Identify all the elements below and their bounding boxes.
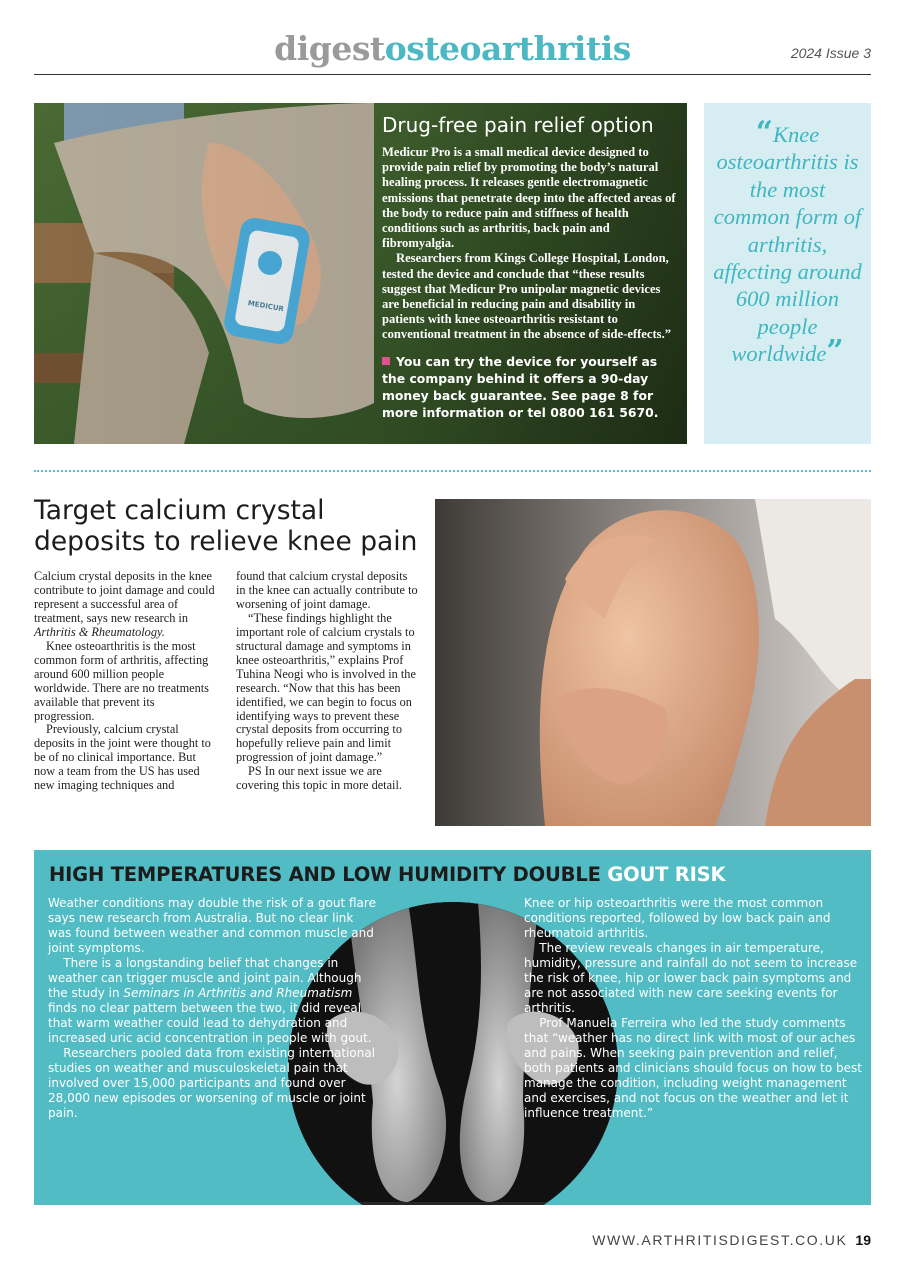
gout-feature-box (34, 850, 871, 1205)
knee-photo (435, 499, 871, 826)
pull-quote-text: Knee osteoarthritis is the most common form of arthritis, affecting around 600 million people worldwide (713, 122, 862, 367)
feature-call-to-action: You can try the device for yourself as the company behind it offers a 90-day money back guarantee. See page 8 for more information or tel 0800 161 5670. (382, 353, 659, 420)
article-title: Target calcium crystal deposits to relieve knee pain (34, 495, 418, 557)
journal-name: Arthritis & Rheumatology. (34, 624, 165, 639)
page-number: 19 (855, 1232, 871, 1248)
gout-paragraph: Knee or hip osteoarthritis were the most common conditions reported, followed by low back pain and rheumatoid arthritis. (524, 896, 831, 940)
gout-title: HIGH TEMPERATURES AND LOW HUMIDITY DOUBLE GOUT RISK (49, 863, 726, 886)
close-quote-icon: ” (826, 334, 844, 370)
page-header (34, 28, 871, 75)
article-paragraph: Knee osteoarthritis is the most common form of arthritis, affecting around 600 million people worldwide. There are no treatments available that prevent its progression. (34, 638, 209, 723)
article-paragraph: Calcium crystal deposits in the knee contribute to joint damage and could represent a successful area of treatment, says new research in Arthritis & Rheumatology. (34, 569, 215, 639)
gout-paragraph: Researchers pooled data from existing international studies on weather and musculoskeletal pain that involved over 15,000 participants and found over 28,000 new episodes or worsening of muscle or joint pain. (48, 1046, 376, 1120)
pull-quote (704, 103, 871, 444)
article-paragraph: “These findings highlight the important role of calcium crystals to structural damage and symptoms in knee osteoarthritis,” explains Prof Tuhina Neogi who is involved in the research. “Now that this has been identified, we can begin to focus on identifying ways to prevent these crystal deposits from occurring to hopefully relieve pain and limit progression of joint damage.” (236, 610, 416, 765)
gout-paragraph: The review reveals changes in air temperature, humidity, pressure and rainfall do not seem to increase the risk of knee, hip or lower back pain symptoms and are not associated with new care seeking events for arthritis. (524, 941, 858, 1015)
article-column-1 (34, 570, 216, 793)
article-column-2 (236, 570, 418, 793)
gout-paragraph: There is a longstanding belief that changes in weather can trigger muscle and joint pain. Although the study in Seminars in Arthritis and Rheumatism finds no clear pattern between the two, it did reveal that warm weather could lead to dehydration and increased uric acid concentration in people with gout. (48, 956, 372, 1045)
gout-paragraph: Weather conditions may double the risk of a gout flare says new research from Australia. But no clear link was found between weather and common muscle and joint symptoms. (48, 896, 376, 955)
article-paragraph: Previously, calcium crystal deposits in the joint were thought to be of no clinical importance. But now a team from the US has used new imaging techniques and (34, 722, 211, 793)
gout-paragraph: Prof Manuela Ferreira who led the study comments that “weather has no direct link with most of our aches and pains. When seeking pain prevention and relief, both patients and clinicians should focus on how to best manage the condition, including weight management and exercises, and not focus on the weather and let it influence treatment.” (524, 1016, 862, 1120)
website-url: WWW.ARTHRITISDIGEST.CO.UK (592, 1232, 848, 1248)
feature-paragraph: Researchers from Kings College Hospital, London, tested the device and conclude that “these results suggest that Medicur Pro unipolar magnetic devices are beneficial in reducing pain and disability in patients with knee osteoarthritis resistant to conventional treatment in the absence of side-effects.” (382, 251, 672, 342)
gout-left-column (48, 896, 378, 1121)
feature-panel (34, 103, 687, 444)
pink-bullet-icon (382, 357, 390, 365)
article-paragraph: PS In our next issue we are covering this topic in more detail. (236, 764, 402, 793)
open-quote-icon: “ (755, 115, 774, 150)
article-paragraph: found that calcium crystal deposits in the knee can actually contribute to worsening of joint damage. (236, 569, 418, 611)
feature-text (382, 113, 678, 421)
feature-title: Drug-free pain relief option (382, 113, 654, 137)
gout-right-column (524, 896, 864, 1121)
feature-paragraph: Medicur Pro is a small medical device designed to provide pain relief by promoting the body’s natural healing process. It releases gentle electromagnetic emissions that penetrate deep into the affected areas of the body to reduce pain and stiffness of health conditions such as arthritis, back pain and fibromyalgia. (382, 145, 676, 251)
issue-label: 2024 Issue 3 (790, 45, 871, 61)
page-footer (592, 1232, 871, 1248)
magazine-section-title: digestosteoarthritis (274, 29, 631, 68)
journal-name: Seminars in Arthritis and Rheumatism (123, 986, 353, 1000)
dotted-divider (34, 470, 871, 472)
